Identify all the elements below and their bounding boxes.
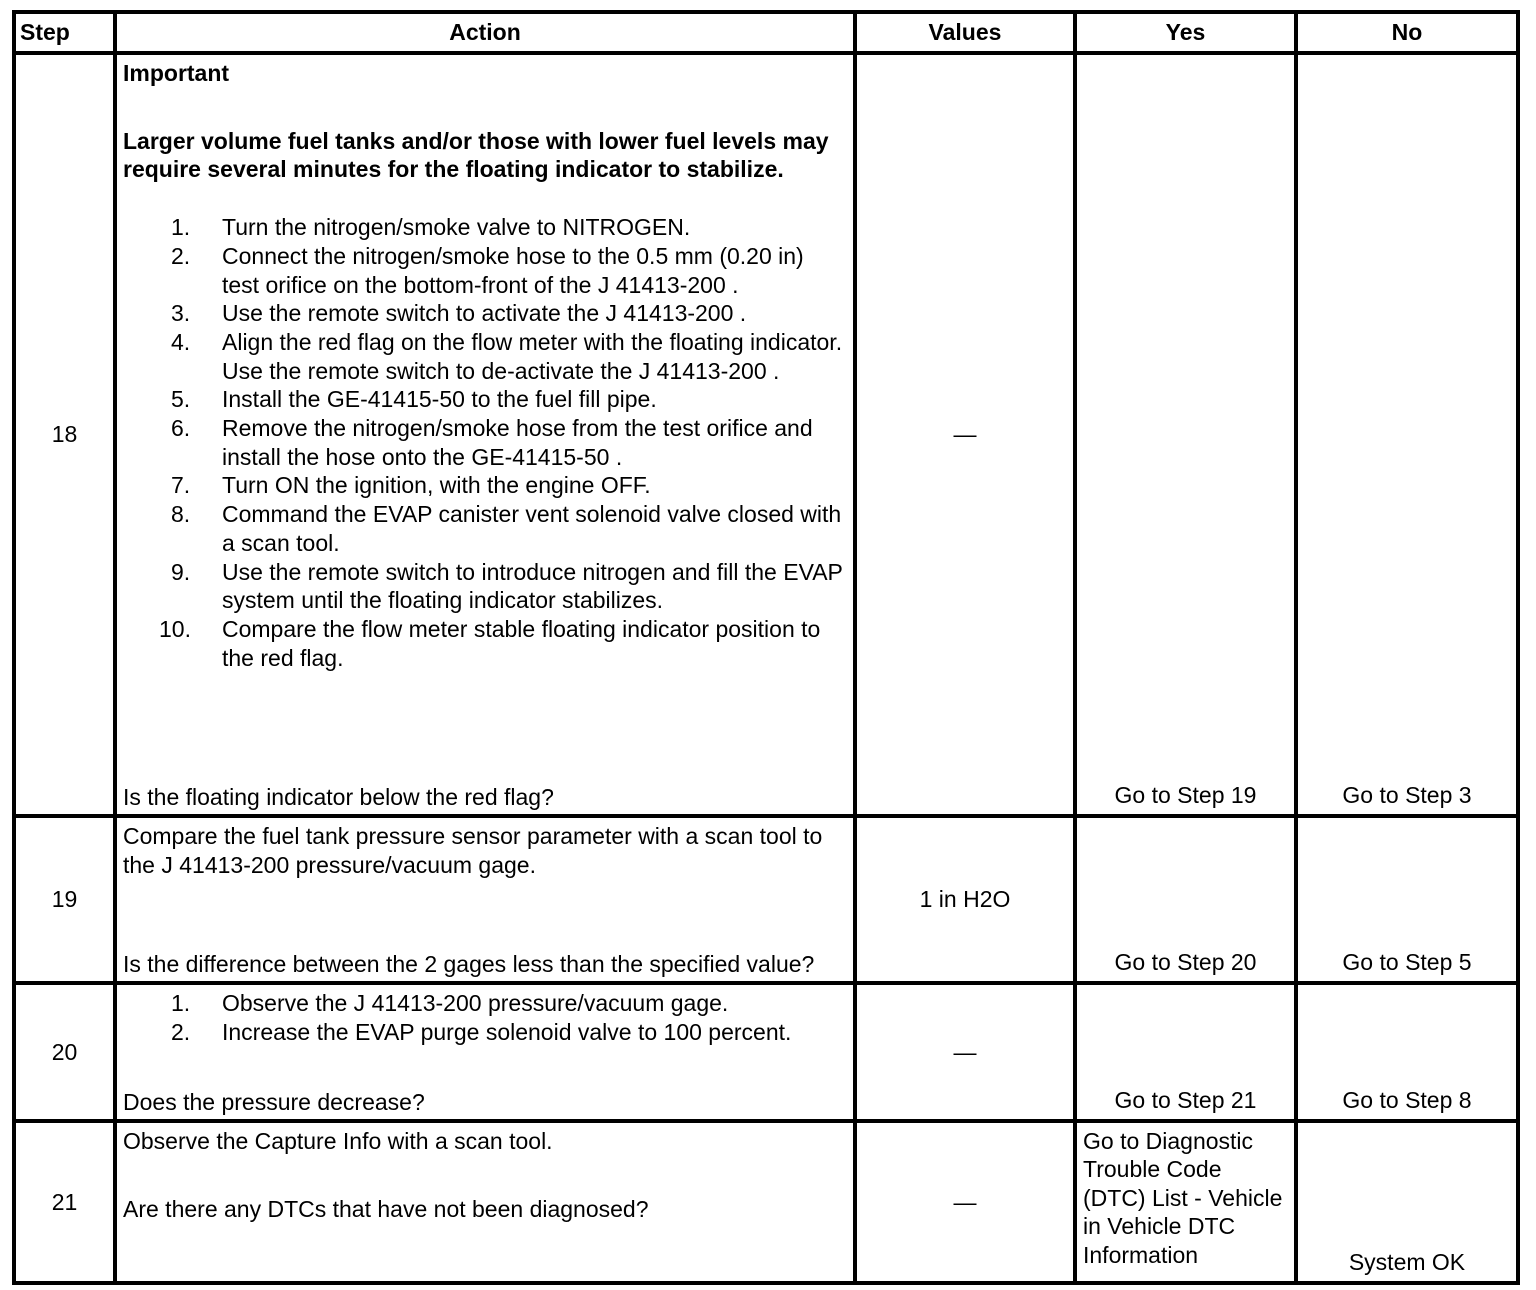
list-item: 1. Turn the nitrogen/smoke valve to NITROGEN. <box>171 214 691 241</box>
list-item: 2. Connect the nitrogen/smoke hose to the 0.5 mm (0.20 in) test orifice on the bottom-front of the J 41413-200 . <box>171 242 804 298</box>
step-number: 19 <box>14 816 115 983</box>
action-cell <box>115 816 855 983</box>
header-values: Values <box>855 12 1075 53</box>
yes-cell: Go to Step 20 <box>1075 816 1296 983</box>
value-cell: — <box>855 983 1075 1121</box>
no-cell: Go to Step 8 <box>1296 983 1518 1121</box>
list-item: 2. Increase the EVAP purge solenoid valve to 100 percent. <box>171 1018 792 1045</box>
action-cell <box>115 1121 855 1283</box>
no-cell: Go to Step 3 <box>1296 53 1518 816</box>
list-item: 10. Compare the flow meter stable floating indicator position to the red flag. <box>159 615 821 671</box>
header-row <box>14 12 1518 53</box>
procedure-list <box>123 989 847 1046</box>
list-item: 1. Observe the J 41413-200 pressure/vacuum gage. <box>171 990 729 1016</box>
list-item: 3. Use the remote switch to activate the J 41413-200 . <box>171 300 747 327</box>
list-item: 9. Use the remote switch to introduce nitrogen and fill the EVAP system until the floating indicator stabilizes. <box>171 558 843 614</box>
table-row-step-21 <box>14 1121 1518 1283</box>
no-cell: System OK <box>1296 1121 1518 1283</box>
instruction-text: Observe the Capture Info with a scan tool. <box>123 1128 553 1154</box>
list-item: 8. Command the EVAP canister vent solenoid valve closed with a scan tool. <box>171 501 842 556</box>
question-text: Is the difference between the 2 gages less than the specified value? <box>123 951 815 978</box>
table-row-step-20 <box>14 983 1518 1121</box>
value-cell: — <box>855 1121 1075 1283</box>
yes-cell: Go to Diagnostic Trouble Code (DTC) List - Vehicle in Vehicle DTC Information <box>1075 1121 1296 1283</box>
header-no: No <box>1296 12 1518 53</box>
step-number: 18 <box>14 53 115 816</box>
yes-cell: Go to Step 19 <box>1075 53 1296 816</box>
instruction-text: Compare the fuel tank pressure sensor parameter with a scan tool to the J 41413-200 pressure/vacuum gage. <box>123 823 823 878</box>
procedure-list <box>123 213 847 672</box>
value-cell: — <box>855 53 1075 816</box>
table-row-step-19 <box>14 816 1518 983</box>
action-cell <box>115 53 855 816</box>
no-cell: Go to Step 5 <box>1296 816 1518 983</box>
table-row-step-18 <box>14 53 1518 816</box>
important-note: Larger volume fuel tanks and/or those with lower fuel levels may require several minutes for the floating indicator to stabilize. <box>123 127 829 183</box>
question-text: Are there any DTCs that have not been diagnosed? <box>123 1195 649 1222</box>
diagnostic-table <box>12 10 1520 1285</box>
step-number: 20 <box>14 983 115 1121</box>
header-yes: Yes <box>1075 12 1296 53</box>
list-item: 4. Align the red flag on the flow meter with the floating indicator. Use the remote switch to de-activate the J 41413-200 . <box>171 328 843 384</box>
list-item: 6. Remove the nitrogen/smoke hose from the test orifice and install the hose onto the GE-41415-50 . <box>171 415 813 470</box>
action-cell <box>115 983 855 1121</box>
list-item: 7. Turn ON the ignition, with the engine OFF. <box>171 472 651 499</box>
yes-cell: Go to Step 21 <box>1075 983 1296 1121</box>
step-number: 21 <box>14 1121 115 1283</box>
important-title: Important <box>123 60 230 86</box>
question-text: Is the floating indicator below the red flag? <box>123 784 554 811</box>
value-cell: 1 in H2O <box>855 816 1075 983</box>
question-text: Does the pressure decrease? <box>123 1089 425 1116</box>
header-action: Action <box>115 12 855 53</box>
header-step: Step <box>14 12 115 53</box>
list-item: 5. Install the GE-41415-50 to the fuel fill pipe. <box>171 386 657 413</box>
